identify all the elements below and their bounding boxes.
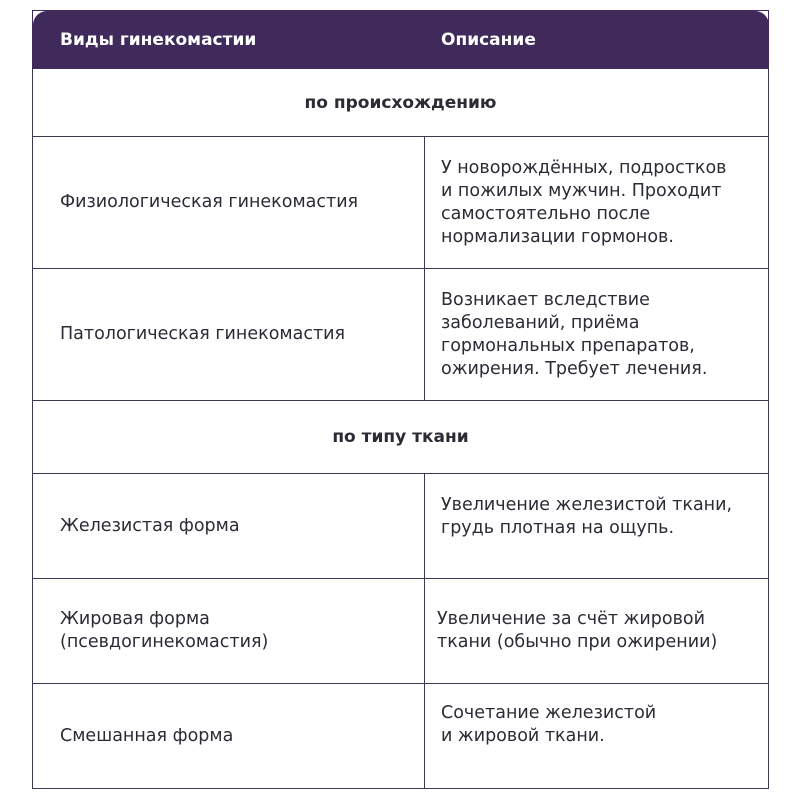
type-name-line: Железистая форма <box>60 515 240 536</box>
gynecomastia-types-table <box>32 10 769 789</box>
description-line: Возникает вследствие <box>441 289 650 310</box>
description-line: грудь плотная на ощупь. <box>441 518 675 538</box>
type-name-line: Смешанная форма <box>60 725 234 746</box>
header-description: Описание <box>425 11 769 69</box>
description-line: гормональных препаратов, <box>441 335 695 356</box>
description-line: Увеличение за счёт жировой <box>437 609 705 629</box>
type-name <box>33 579 425 684</box>
type-name-line: Патологическая гинекомастия <box>60 324 346 344</box>
table-row <box>33 137 769 269</box>
type-name <box>33 474 425 579</box>
description-line: Сочетание железистой <box>441 703 657 723</box>
table-row <box>33 474 769 579</box>
type-description <box>425 269 769 401</box>
header-types: Виды гинекомастии <box>33 11 425 69</box>
type-name-line: Физиологическая гинекомастия <box>60 192 359 212</box>
description-line: и жировой ткани. <box>441 726 605 746</box>
description-line: и пожилых мужчин. Проходит <box>441 180 722 201</box>
gynecomastia-table-container <box>32 10 768 789</box>
type-name-line: (псевдогинекомастия) <box>60 632 269 652</box>
description-line: У новорождённых, подростков <box>441 157 727 178</box>
type-description <box>425 137 769 269</box>
type-description <box>425 474 769 579</box>
type-name <box>33 684 425 789</box>
type-description <box>425 579 769 684</box>
description-line: самостоятельно после <box>441 203 651 224</box>
type-description <box>425 684 769 789</box>
description-line: ткани (обычно при ожирении) <box>437 632 718 652</box>
type-name <box>33 269 425 401</box>
table-row <box>33 684 769 789</box>
type-name-line: Жировая форма <box>60 609 210 629</box>
table-header-row <box>33 11 769 69</box>
section-row-tissue <box>33 401 769 474</box>
description-line: нормализации гормонов. <box>441 226 674 247</box>
description-line: заболеваний, приёма <box>441 312 640 333</box>
section-title-origin: по происхождению <box>33 69 769 137</box>
section-title-tissue: по типу ткани <box>33 401 769 474</box>
type-name <box>33 137 425 269</box>
section-row-origin <box>33 69 769 137</box>
table-row <box>33 579 769 684</box>
description-line: ожирения. Требует лечения. <box>441 358 708 379</box>
table-row <box>33 269 769 401</box>
description-line: Увеличение железистой ткани, <box>441 495 733 515</box>
